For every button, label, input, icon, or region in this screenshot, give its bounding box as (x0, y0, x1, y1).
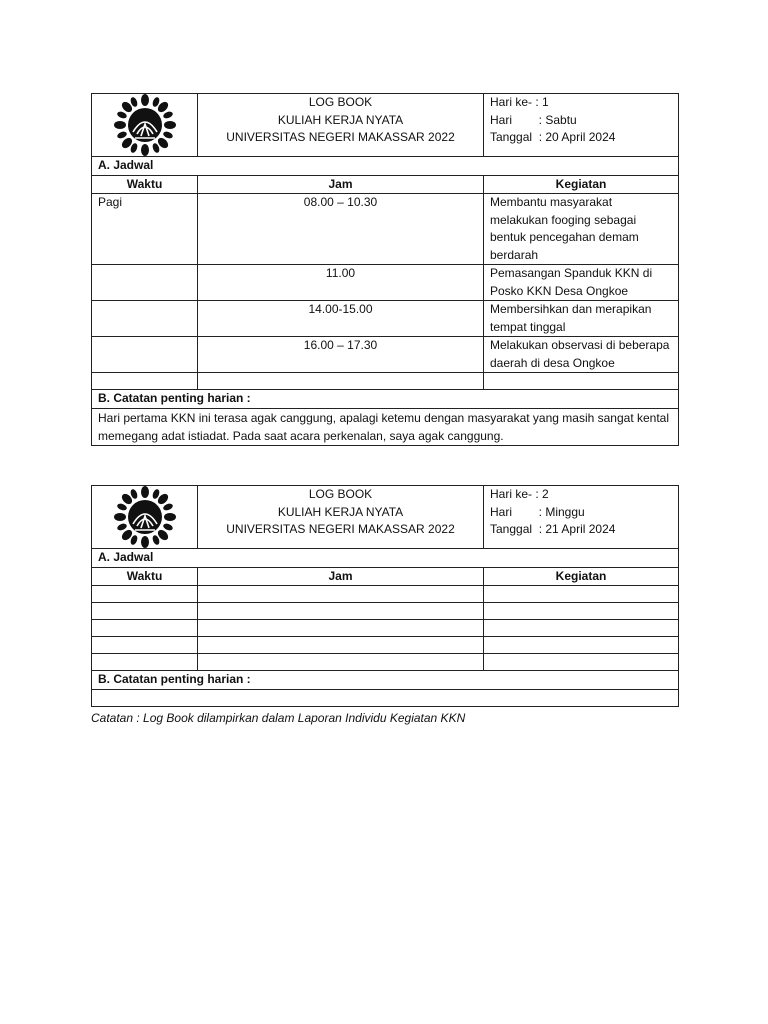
jam-cell: 14.00-15.00 (198, 301, 484, 337)
kegiatan-cell: Membantu masyarakat melakukan fooging sebagai bentuk pencegahan demam berdarah (484, 194, 679, 265)
title-line-3: UNIVERSITAS NEGERI MAKASSAR 2022 (226, 130, 455, 144)
tanggal-value: Tanggal : 20 April 2024 (490, 130, 616, 144)
col-kegiatan: Kegiatan (484, 175, 679, 194)
jam-cell (198, 620, 484, 637)
logbook-day-1 (91, 93, 679, 446)
kegiatan-cell (484, 637, 679, 654)
kegiatan-cell: Pemasangan Spanduk KKN di Posko KKN Desa Ongkoe (484, 265, 679, 301)
schedule-column-headers (92, 567, 679, 586)
logbook-title-block (198, 94, 484, 157)
footnote: Catatan : Log Book dilampirkan dalam Laporan Individu Kegiatan KKN (91, 711, 466, 725)
col-jam: Jam (198, 567, 484, 586)
university-logo (92, 486, 198, 549)
table-row (92, 586, 679, 603)
kegiatan-cell (484, 654, 679, 671)
kegiatan-cell: Membersihkan dan merapikan tempat tinggal (484, 301, 679, 337)
section-a-heading: A. Jadwal (92, 157, 679, 176)
col-kegiatan: Kegiatan (484, 567, 679, 586)
waktu-cell (92, 373, 198, 390)
logbook-header (92, 486, 679, 549)
table-row (92, 373, 679, 390)
table-row (92, 654, 679, 671)
section-b-heading: B. Catatan penting harian : (92, 390, 679, 409)
hari-value: Hari : Sabtu (490, 112, 577, 127)
waktu-cell (92, 586, 198, 603)
waktu-cell (92, 654, 198, 671)
jam-cell (198, 637, 484, 654)
jam-cell: 16.00 – 17.30 (198, 337, 484, 373)
section-b-heading: B. Catatan penting harian : (92, 671, 679, 690)
table-row (92, 265, 679, 301)
col-waktu: Waktu (92, 567, 198, 586)
table-row (92, 301, 679, 337)
title-line-2: KULIAH KERJA NYATA (277, 112, 404, 127)
title-line-1: LOG BOOK (308, 95, 373, 109)
title-line-1: LOG BOOK (308, 487, 373, 501)
waktu-cell (92, 637, 198, 654)
title-line-3: UNIVERSITAS NEGERI MAKASSAR 2022 (226, 522, 455, 536)
unm-emblem-icon (113, 486, 177, 548)
jam-cell (198, 586, 484, 603)
kegiatan-cell: Melakukan observasi di beberapa daerah di desa Ongkoe (484, 337, 679, 373)
table-row (92, 637, 679, 654)
waktu-cell (92, 620, 198, 637)
col-waktu: Waktu (92, 175, 198, 194)
university-logo (92, 94, 198, 157)
waktu-cell (92, 603, 198, 620)
jam-cell (198, 603, 484, 620)
table-row (92, 194, 679, 265)
hari-ke-value: Hari ke- : 2 (490, 487, 549, 501)
logbook-day-2 (91, 485, 679, 707)
section-a-heading: A. Jadwal (92, 549, 679, 568)
waktu-cell (92, 301, 198, 337)
table-row (92, 337, 679, 373)
day-info-block (484, 486, 679, 549)
kegiatan-cell (484, 603, 679, 620)
waktu-cell (92, 265, 198, 301)
kegiatan-cell (484, 620, 679, 637)
table-row (92, 603, 679, 620)
day-info-block (484, 94, 679, 157)
kegiatan-cell (484, 586, 679, 603)
title-line-2: KULIAH KERJA NYATA (277, 504, 404, 519)
table-row (92, 620, 679, 637)
hari-ke-value: Hari ke- : 1 (490, 95, 549, 109)
col-jam: Jam (198, 175, 484, 194)
waktu-cell: Pagi (92, 194, 198, 265)
logbook-header (92, 94, 679, 157)
hari-value: Hari : Minggu (490, 504, 585, 519)
daily-notes (92, 689, 679, 706)
logbook-title-block (198, 486, 484, 549)
unm-emblem-icon (113, 94, 177, 156)
jam-cell (198, 373, 484, 390)
daily-notes: Hari pertama KKN ini terasa agak canggung, apalagi ketemu dengan masyarakat yang masih sangat kental memegang adat istiadat. Pada saat acara perkenalan, saya agak canggung. (92, 408, 679, 445)
tanggal-value: Tanggal : 21 April 2024 (490, 522, 616, 536)
jam-cell (198, 654, 484, 671)
kegiatan-cell (484, 373, 679, 390)
jam-cell: 08.00 – 10.30 (198, 194, 484, 265)
schedule-column-headers (92, 175, 679, 194)
waktu-cell (92, 337, 198, 373)
jam-cell: 11.00 (198, 265, 484, 301)
